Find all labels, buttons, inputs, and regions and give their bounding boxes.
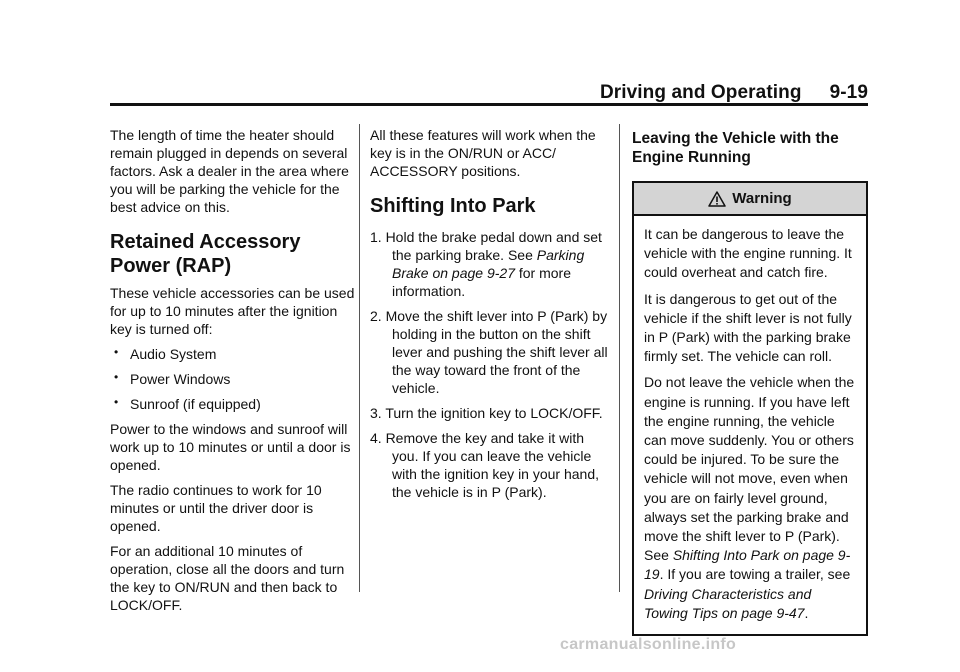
rap-heading: Retained Accessory Power (RAP) [110,231,301,277]
step-3: 3. Turn the ignition key to LOCK/OFF. [370,405,603,421]
shifting-into-park-link[interactable]: Shifting Into Park on page 9-19 [644,547,851,583]
warning-paragraph: It is dangerous to get out of the vehicle if the shift lever is not fully in P (Park) with the parking brake firmly set. The vehicle can roll. [644,290,852,365]
column-divider [619,124,620,592]
page-header [0,0,960,110]
parking-brake-link[interactable]: Parking Brake on page 9-27 [392,247,585,281]
warning-paragraph: It can be dangerous to leave the vehicle with the engine running. It could overheat and catch fire. [644,226,852,281]
leaving-vehicle-heading: Leaving the Vehicle with the Engine Running [632,130,839,166]
header-rule [110,103,868,106]
shifting-heading: Shifting Into Park [370,195,536,217]
windows-paragraph: Power to the windows and sunroof will work up to 10 minutes or until a door is opened. [110,421,351,473]
page-number: 9-19 [829,82,868,103]
column-middle [370,126,612,508]
list-item: • Power Windows [114,370,231,387]
column-right [632,129,868,636]
bullet-icon: • [114,345,119,359]
list-item: • Audio System [114,345,217,362]
additional-paragraph: For an additional 10 minutes of operation, close all the doors and turn the key to ON/RUN and then back to LOCK/OFF. [110,543,345,613]
rap-intro: These vehicle accessories can be used for up to 10 minutes after the ignition key is turned off: [110,285,355,337]
column-divider [359,124,360,592]
watermark: carmanualsonline.info [560,636,737,653]
column-left [110,126,355,621]
bullet-icon: • [114,370,119,384]
warning-triangle-icon [708,191,726,207]
warning-body [634,216,866,634]
warning-paragraph: Do not leave the vehicle when the engine is running. If you have left the engine running, the vehicle can move suddenly. You or others could be injured. To be sure the vehicle will not move, even when you are on fairly level ground, always set the parking brake and move the shift lever to P (Park). See Shifting Into Park on page 9-19. If you are towing a trailer, see Driving Characteristics and Towing Tips on page 9-47. [644,374,855,621]
bullet-icon: • [114,395,119,409]
warning-header [634,183,866,216]
heater-paragraph: The length of time the heater should remain plugged in depends on several factors. Ask a dealer in the area where you will be parking the vehicle for the best advice on this. [110,127,349,215]
step-4: 4. Remove the key and take it with you. If you can leave the vehicle with the ignition key in your hand, the vehicle is in P (Park). [370,430,600,500]
step-1: 1. Hold the brake pedal down and set the parking brake. See Parking Brake on page 9-27 for more information. [370,229,602,299]
features-paragraph: All these features will work when the key is in the ON/RUN or ACC/ ACCESSORY positions. [370,127,596,179]
radio-paragraph: The radio continues to work for 10 minutes or until the driver door is opened. [110,482,322,534]
warning-title: Warning [732,189,792,207]
list-item: • Sunroof (if equipped) [114,395,261,412]
step-2: 2. Move the shift lever into P (Park) by holding in the button on the shift lever and pushing the shift lever all the way toward the front of the vehicle. [370,308,608,396]
warning-box [632,181,868,636]
section-title: Driving and Operating 9-19 [599,82,868,103]
towing-tips-link[interactable]: Driving Characteristics and Towing Tips on page 9-47 [644,585,812,621]
